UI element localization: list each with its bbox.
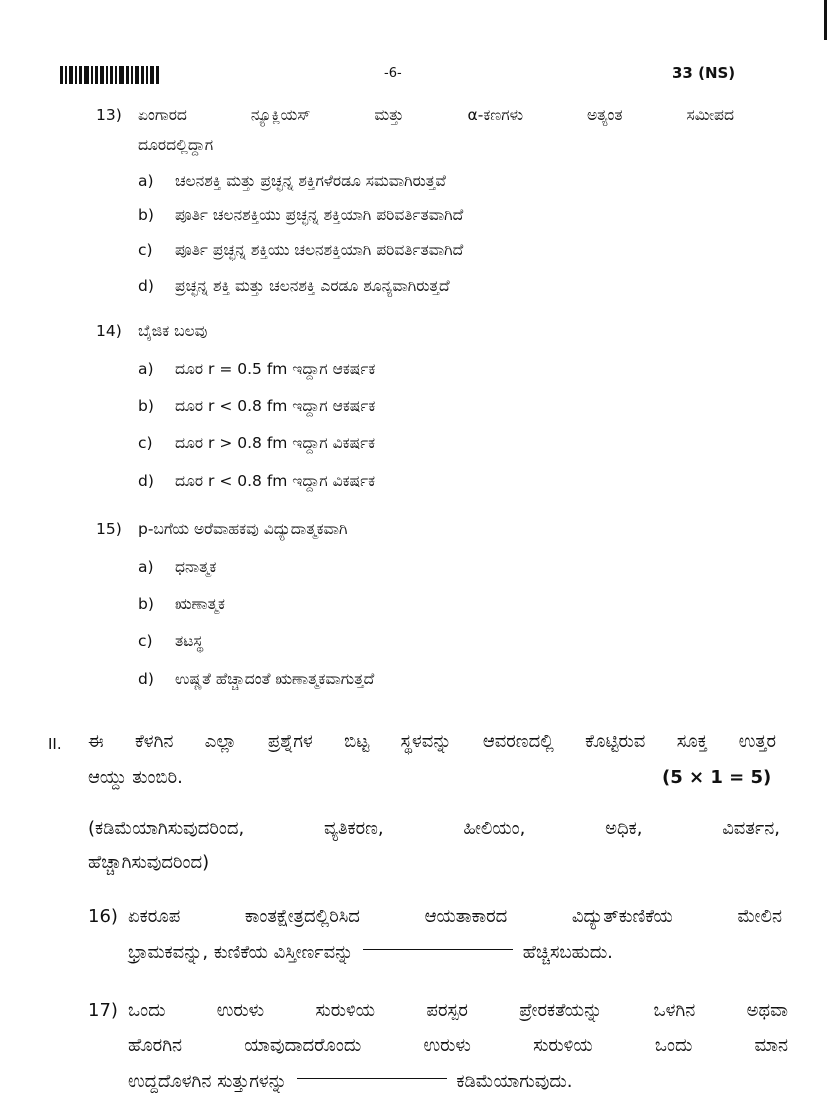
option-text: ದೂರ r > 0.8 fm ಇದ್ದಾಗ ವಿಕರ್ಷಕ	[175, 434, 376, 452]
answer-choice: ಹೀಲಿಯಂ,	[463, 818, 526, 839]
question-word: ಅಥವಾ	[746, 1000, 788, 1021]
instruction-word: ಈ	[88, 731, 104, 752]
question-word: ಸುರುಳಿಯ	[315, 1000, 376, 1021]
page-number: -6-	[384, 66, 402, 81]
answer-choice: (ಕಡಿಮೆಯಾಗಿಸುವುದರಿಂದ,	[88, 818, 245, 839]
question-stem: p-ಬಗೆಯ ಅರೆವಾಹಕವು ವಿದ್ಯುದಾತ್ಮಕವಾಗಿ	[138, 520, 348, 538]
question-number: 16)	[88, 906, 118, 927]
question-word: ವಿದ್ಯುತ್‌ಕುಣಿಕೆಯ	[571, 906, 673, 927]
option-label: a)	[138, 172, 154, 190]
answer-choice: ವಿವರ್ತನ,	[722, 818, 780, 839]
question-text: ಹೆಚ್ಚಿಸಬಹುದು.	[522, 942, 613, 963]
option-label: c)	[138, 632, 153, 650]
question-word: ಏಕರೂಪ	[128, 906, 181, 927]
answer-choice: ವ್ಯತಿಕರಣ,	[323, 818, 384, 839]
answer-blank[interactable]	[363, 949, 513, 950]
question-word: ಒಂದು	[128, 1000, 166, 1021]
question-stem: ಬೈಜಿಕ ಬಲವು	[138, 322, 208, 340]
option-label: a)	[138, 360, 154, 378]
instruction-word: ಕೆಳಗಿನ	[134, 731, 174, 752]
instruction-word: ಸೂಕ್ತ	[676, 731, 708, 752]
instruction-word: ಪ್ರಶ್ನೆಗಳ	[267, 731, 313, 752]
question-line	[128, 1035, 788, 1056]
paper-code: 33 (NS)	[672, 64, 736, 82]
question-word: ಕಾಂತಕ್ಷೇತ್ರದಲ್ಲಿರಿಸಿದ	[244, 906, 360, 927]
question-number: 15)	[96, 520, 122, 538]
option-text: ತಟಸ್ಥ	[175, 632, 204, 650]
question-word: ಪರಸ್ಪರ	[426, 1000, 468, 1021]
section-marks: (5 × 1 = 5)	[662, 767, 772, 788]
instruction-word: ಉತ್ತರ	[738, 731, 776, 752]
question-stem-line: ದೂರದಲ್ಲಿದ್ದಾಗ	[138, 136, 214, 154]
question-word: ಸುರುಳಿಯ	[533, 1035, 593, 1056]
option-text: ಪೂರ್ತಿ ಪ್ರಚ್ಛನ್ನ ಶಕ್ತಿಯು ಚಲನಶಕ್ತಿಯಾಗಿ ಪರಿವರ್ತಿತವಾಗಿದೆ	[175, 241, 464, 259]
stem-word: ಸಮೀಪದ	[686, 106, 734, 124]
option-text: ದೂರ r < 0.8 fm ಇದ್ದಾಗ ವಿಕರ್ಷಕ	[175, 472, 376, 490]
stem-word: ಅತ್ಯಂತ	[586, 106, 623, 124]
stem-word: α-ಕಣಗಳು	[467, 106, 524, 124]
question-line	[128, 942, 613, 963]
option-text: ದೂರ r = 0.5 fm ಇದ್ದಾಗ ಆಕರ್ಷಕ	[175, 360, 376, 378]
instruction-word: ಸ್ಥಳವನ್ನು	[400, 731, 452, 752]
option-label: b)	[138, 397, 154, 415]
option-text: ಚಲನಶಕ್ತಿ ಮತ್ತು ಪ್ರಚ್ಛನ್ನ ಶಕ್ತಿಗಳೆರಡೂ ಸಮವಾಗಿರುತ್ತವೆ	[175, 172, 446, 190]
question-line	[128, 1071, 572, 1092]
question-word: ಮಾನ	[754, 1035, 788, 1056]
question-text: ಭ್ರಾಮಕವನ್ನು, ಕುಣಿಕೆಯ ವಿಸ್ತೀರ್ಣವನ್ನು	[128, 942, 354, 963]
instruction-word: ಎಲ್ಲಾ	[204, 731, 237, 752]
question-line	[128, 906, 782, 927]
option-label: c)	[138, 241, 153, 259]
question-number: 17)	[88, 1000, 118, 1021]
instruction-word: ಕೊಟ್ಟಿರುವ	[585, 731, 646, 752]
option-label: a)	[138, 558, 154, 576]
option-text: ಉಷ್ಣತೆ ಹೆಚ್ಚಾದಂತೆ ಋಣಾತ್ಮಕವಾಗುತ್ತದೆ	[175, 670, 375, 688]
question-word: ಮೇಲಿನ	[737, 906, 782, 927]
question-word: ಯಾವುದಾದರೊಂದು	[244, 1035, 362, 1056]
answer-choice: ಅಧಿಕ,	[605, 818, 643, 839]
option-text: ಪೂರ್ತಿ ಚಲನಶಕ್ತಿಯು ಪ್ರಚ್ಛನ್ನ ಶಕ್ತಿಯಾಗಿ ಪರಿವರ್ತಿತವಾಗಿದೆ	[175, 206, 464, 224]
stem-word: ಮತ್ತು	[374, 106, 404, 124]
question-word: ಆಯತಾಕಾರದ	[424, 906, 508, 927]
section-instruction-line	[88, 731, 776, 752]
option-text: ದೂರ r < 0.8 fm ಇದ್ದಾಗ ಆಕರ್ಷಕ	[175, 397, 376, 415]
option-label: d)	[138, 277, 154, 295]
stem-word: ಏಂಗಾರದ	[138, 106, 187, 124]
question-number: 14)	[96, 322, 122, 340]
option-label: d)	[138, 472, 154, 490]
option-text: ಋಣಾತ್ಮಕ	[175, 595, 225, 613]
question-text: ಕಡಿಮೆಯಾಗುವುದು.	[456, 1071, 573, 1092]
answer-blank[interactable]	[297, 1078, 447, 1079]
question-word: ಉರುಳು	[423, 1035, 471, 1056]
section-instruction-line: ಆಯ್ದು ತುಂಬಿರಿ.	[88, 767, 183, 788]
question-stem-line	[138, 106, 734, 125]
instruction-word: ಬಿಟ್ಟ	[344, 731, 370, 752]
question-line	[128, 1000, 788, 1021]
section-numeral: II.	[48, 735, 62, 753]
answer-choices-line: ಹೆಚ್ಚಾಗಿಸುವುದರಿಂದ)	[88, 852, 210, 873]
question-text: ಉದ್ದದೊಳಗಿನ ಸುತ್ತುಗಳನ್ನು	[128, 1071, 287, 1092]
stem-word: ನ್ಯೂಕ್ಲಿಯಸ್	[250, 106, 311, 124]
option-label: d)	[138, 670, 154, 688]
answer-choices-line	[88, 818, 780, 839]
question-number: 13)	[96, 106, 122, 124]
option-label: c)	[138, 434, 153, 452]
option-text: ಪ್ರಚ್ಛನ್ನ ಶಕ್ತಿ ಮತ್ತು ಚಲನಶಕ್ತಿ ಎರಡೂ ಶೂನ್ಯವಾಗಿರುತ್ತದೆ	[175, 277, 450, 295]
option-label: b)	[138, 595, 154, 613]
question-word: ಒಂದು	[654, 1035, 693, 1056]
question-word: ಉರುಳು	[216, 1000, 265, 1021]
option-label: b)	[138, 206, 154, 224]
question-word: ಪ್ರೇರಕತೆಯನ್ನು	[519, 1000, 603, 1021]
option-text: ಧನಾತ್ಮಕ	[175, 558, 217, 576]
barcode	[60, 66, 170, 84]
question-word: ಹೊರಗಿನ	[128, 1035, 183, 1056]
instruction-word: ಆವರಣದಲ್ಲಿ	[482, 731, 554, 752]
question-word: ಒಳಗಿನ	[653, 1000, 696, 1021]
